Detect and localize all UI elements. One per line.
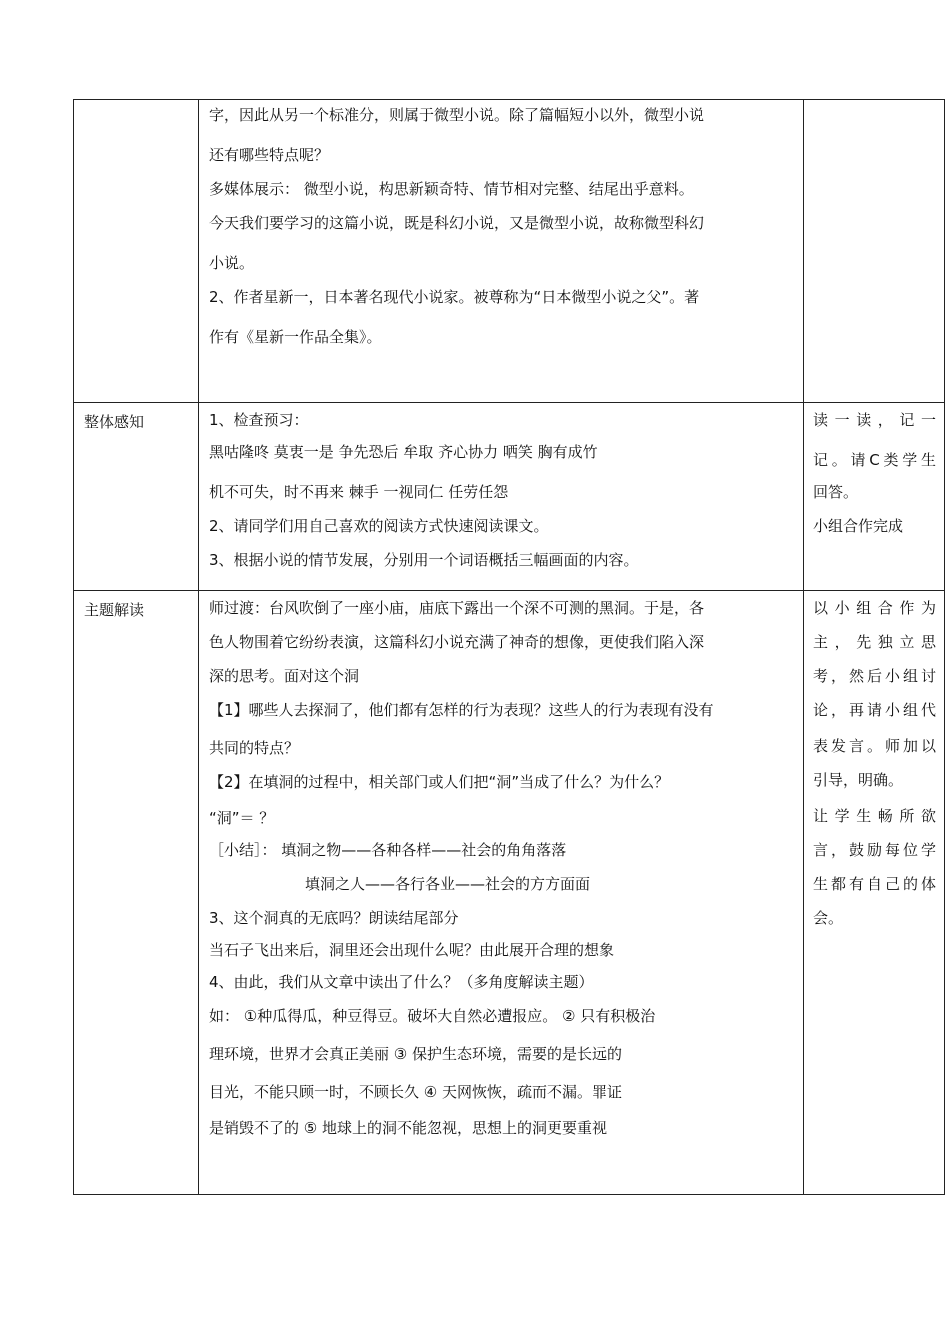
note-cell-empty <box>804 100 945 403</box>
text-line: 是销毁不了的 ⑤ 地球上的洞不能忽视，思想上的洞更要重视 <box>209 1119 607 1137</box>
table-row-theme <box>74 591 945 1195</box>
text-line: 【2】在填洞的过程中，相关部门或人们把“洞”当成了什么？为什么？ <box>209 773 670 791</box>
note-line: 以小组合作为 <box>813 599 936 617</box>
text-line: “洞”＝ ？ <box>209 809 275 827</box>
text-line: 还有哪些特点呢？ <box>209 146 330 164</box>
text-line: 共同的特点？ <box>209 739 300 757</box>
table-row-intro <box>74 100 945 403</box>
note-line: 论，再请小组代 <box>813 701 936 719</box>
text-line: 作有《星新一作品全集》。 <box>209 328 382 346</box>
text-line: 当石子飞出来后，洞里还会出现什么呢？由此展开合理的想象 <box>209 941 615 959</box>
note-line: 言，鼓励每位学 <box>813 841 936 859</box>
note-line: 会。 <box>813 909 844 927</box>
text-line: 2、作者星新一，日本著名现代小说家。被尊称为“日本微型小说之父”。著 <box>209 288 700 306</box>
note-line: 引导，明确。 <box>813 771 904 789</box>
stage-label: 整体感知 <box>74 403 199 591</box>
lesson-plan-table <box>73 99 945 1195</box>
summary-line: 填洞之人——各行各业——社会的方方面面 <box>305 875 591 893</box>
note-line: 回答。 <box>813 483 859 501</box>
note-line: 考，然后小组讨 <box>813 667 936 685</box>
text-line: 深的思考。面对这个洞 <box>209 667 360 685</box>
note-line: 让学生畅所欲 <box>813 807 936 825</box>
text-line: 字，因此从另一个标准分，则属于微型小说。除了篇幅短小以外，微型小说 <box>209 106 705 124</box>
text-line: 2、请同学们用自己喜欢的阅读方式快速阅读课文。 <box>209 517 549 535</box>
text-line: 1、检查预习： <box>209 411 309 429</box>
text-line: 师过渡：台风吹倒了一座小庙，庙底下露出一个深不可测的黑洞。于是，各 <box>209 599 705 617</box>
text-line: 【1】哪些人去探洞了，他们都有怎样的行为表现？这些人的行为表现有没有 <box>209 701 714 719</box>
text-line: 3、根据小说的情节发展，分别用一个词语概括三幅画面的内容。 <box>209 551 639 569</box>
text-line: 今天我们要学习的这篇小说，既是科幻小说，又是微型小说，故称微型科幻 <box>209 214 705 232</box>
label-cell-empty <box>74 100 199 403</box>
text-line: 色人物围着它纷纷表演，这篇科幻小说充满了神奇的想像，更使我们陷入深 <box>209 633 705 651</box>
note-line: 记。请C类学生 <box>813 451 936 469</box>
note-line: 生都有自己的体 <box>813 875 936 893</box>
note-line: 读一读，记一 <box>813 411 936 429</box>
text-line: 3、这个洞真的无底吗？朗读结尾部分 <box>209 909 459 927</box>
note-cell-theme <box>804 591 945 1195</box>
note-line: 小组合作完成 <box>813 517 904 535</box>
text-line: 如： ①种瓜得瓜，种豆得豆。破坏大自然必遭报应。 ② 只有积极治 <box>209 1007 656 1025</box>
text-line: 理环境，世界才会真正美丽 ③ 保护生态环境，需要的是长远的 <box>209 1045 622 1063</box>
note-cell-perception <box>804 403 945 591</box>
body-cell-intro <box>199 100 804 403</box>
stage-label: 主题解读 <box>74 591 199 1195</box>
text-line: 多媒体展示： 微型小说，构思新颖奇特、情节相对完整、结尾出乎意料。 <box>209 180 694 198</box>
text-line: 小说。 <box>209 254 255 272</box>
body-cell-theme <box>199 591 804 1195</box>
note-line: 表发言。师加以 <box>813 737 936 755</box>
body-cell-perception <box>199 403 804 591</box>
text-line: 黑咕隆咚 莫衷一是 争先恐后 牟取 齐心协力 哂笑 胸有成竹 <box>209 443 598 461</box>
text-line: 目光，不能只顾一时，不顾长久 ④ 天网恢恢，疏而不漏。罪证 <box>209 1083 622 1101</box>
summary-line: ［小结］： 填洞之物——各种各样——社会的角角落落 <box>209 841 567 859</box>
note-line: 主，先独立思 <box>813 633 936 651</box>
table-row-perception <box>74 403 945 591</box>
text-line: 机不可失，时不再来 棘手 一视同仁 任劳任怨 <box>209 483 509 501</box>
text-line: 4、由此，我们从文章中读出了什么？（多角度解读主题） <box>209 973 594 991</box>
